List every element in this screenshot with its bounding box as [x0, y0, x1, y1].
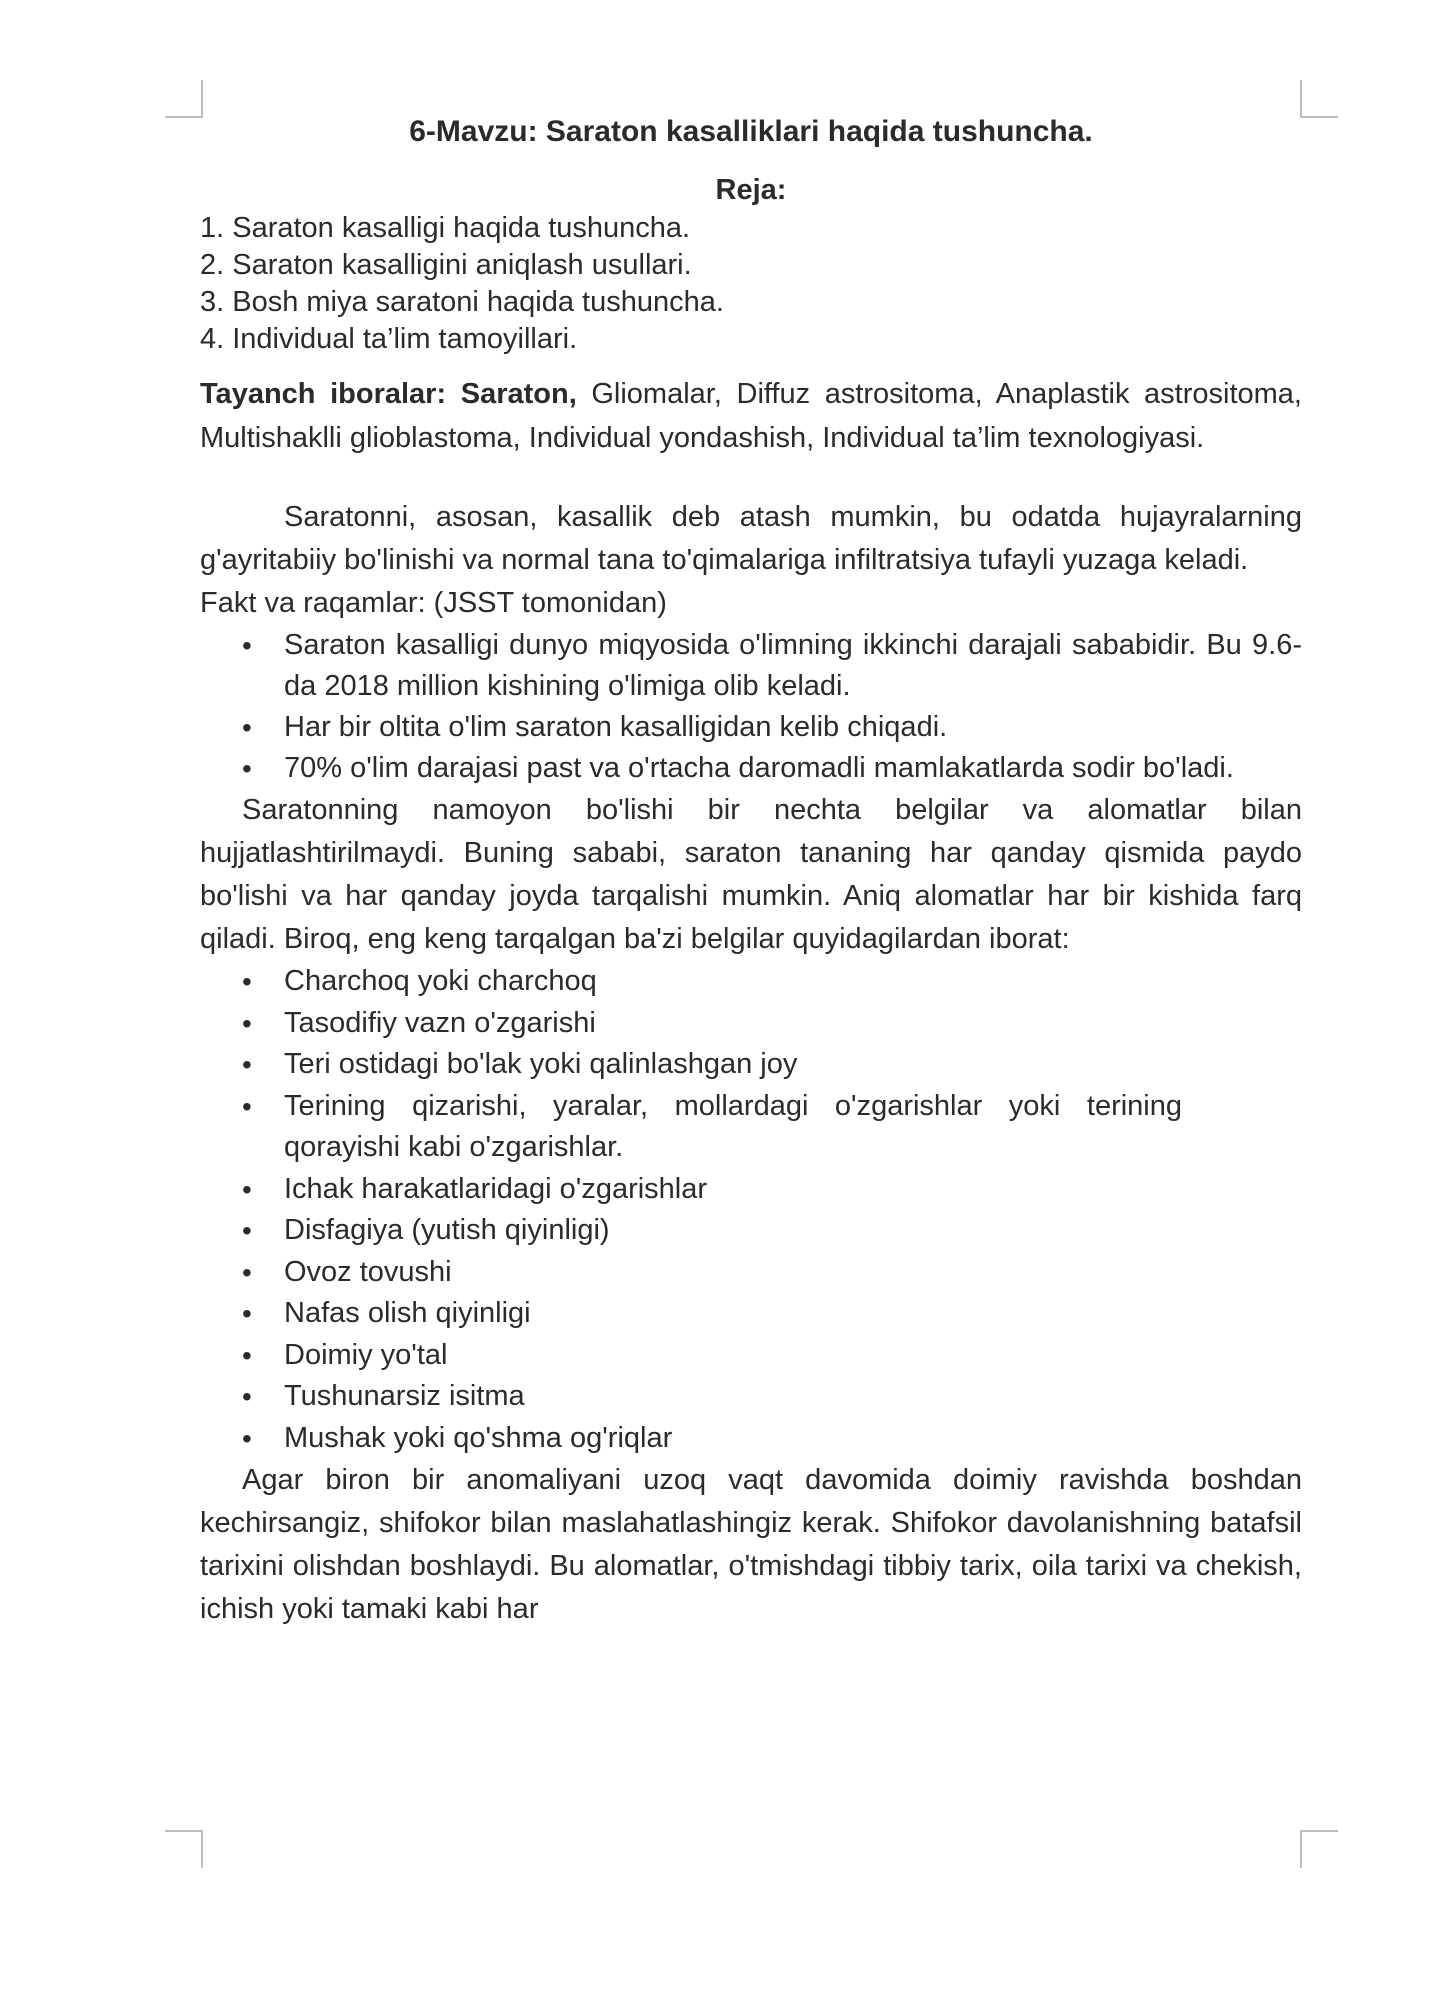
- symptoms-paragraph: Saratonning namoyon bo'lishi bir nechta belgilar va alomatlar bilan hujjatlashtirilmaydi. Buning sababi, saraton tananing har qanday qismida paydo bo'lishi va har qanday joyda tarqalishi mumkin. Aniq alomatlar har bir kishida farq qiladi. Biroq, eng keng tarqalgan ba'zi belgilar quyidagilardan iborat:: [200, 794, 1302, 955]
- list-item: • Charchoq yoki charchoq: [200, 961, 1302, 1003]
- plan-item: 2. Saraton kasalligini aniqlash usullari.: [200, 249, 692, 281]
- closing-paragraph: Agar biron bir anomaliyani uzoq vaqt davomida doimiy ravishda boshdan kechirsangiz, shifokor bilan maslahatlashingiz kerak. Shifokor davolanishning batafsil tarixini olishdan boshlaydi. Bu alomatlar, o'tmishdagi tibbiy tarix, oila tarixi va chekish, ichish yoki tamaki kabi har: [200, 1464, 1302, 1625]
- plan-item: 3. Bosh miya saratoni haqida tushuncha.: [200, 286, 724, 318]
- list-item: • Nafas olish qiyinligi: [200, 1293, 1302, 1335]
- crop-mark-top-left: [165, 80, 203, 118]
- facts-heading: Fakt va raqamlar: (JSST tomonidan): [200, 587, 667, 619]
- list-item: • Saraton kasalligi dunyo miqyosida o'limning ikkinchi darajali sababidir. Bu 9.6-da 2018 million kishining o'limiga olib keladi.: [200, 625, 1302, 707]
- list-item: • Tushunarsiz isitma: [200, 1376, 1302, 1418]
- plan-item: 4. Individual ta’lim tamoyillari.: [200, 323, 578, 355]
- crop-mark-bottom-left: [165, 1830, 203, 1868]
- list-item: • Disfagiya (yutish qiyinligi): [200, 1210, 1302, 1252]
- list-item: • Doimiy yo'tal: [200, 1335, 1302, 1377]
- list-item: • Ovoz tovushi: [200, 1252, 1302, 1294]
- list-item: • Teri ostidagi bo'lak yoki qalinlashgan joy: [200, 1044, 1302, 1086]
- symptoms-list: [200, 961, 1302, 1459]
- facts-list: [200, 625, 1302, 789]
- crop-mark-bottom-right: [1300, 1830, 1338, 1868]
- plan-list: [200, 210, 1302, 358]
- list-item: • Terining qizarishi, yaralar, mollardagi o'zgarishlar yoki terining qorayishi kabi o'zgarishlar.: [200, 1086, 1302, 1169]
- list-item: • Mushak yoki qo'shma og'riqlar: [200, 1418, 1302, 1460]
- keywords-label: Tayanch iboralar: Saraton,: [200, 378, 577, 410]
- keywords-paragraph: [200, 372, 1302, 460]
- list-item: • Har bir oltita o'lim saraton kasalligidan kelib chiqadi.: [200, 707, 1302, 748]
- intro-paragraph: Saratonni, asosan, kasallik deb atash mumkin, bu odatda hujayralarning g'ayritabiiy bo'linishi va normal tana to'qimalariga infiltratsiya tufayli yuzaga keladi.: [200, 501, 1302, 576]
- list-item: • Tasodifiy vazn o'zgarishi: [200, 1003, 1302, 1045]
- crop-mark-top-right: [1300, 80, 1338, 118]
- list-item: • 70% o'lim darajasi past va o'rtacha daromadli mamlakatlarda sodir bo'ladi.: [200, 748, 1302, 789]
- document-title: 6-Mavzu: Saraton kasalliklari haqida tushuncha.: [409, 115, 1093, 148]
- plan-item: 1. Saraton kasalligi haqida tushuncha.: [200, 212, 691, 244]
- plan-heading: Reja:: [715, 174, 787, 206]
- list-item: • Ichak harakatlaridagi o'zgarishlar: [200, 1169, 1302, 1211]
- keywords-text: Gliomalar, Diffuz astrositoma, Anaplastik astrositoma, Multishaklli glioblastoma, Individual yondashish, Individual ta’lim texnologiyasi.: [200, 378, 1302, 454]
- document-body: [200, 110, 1302, 1631]
